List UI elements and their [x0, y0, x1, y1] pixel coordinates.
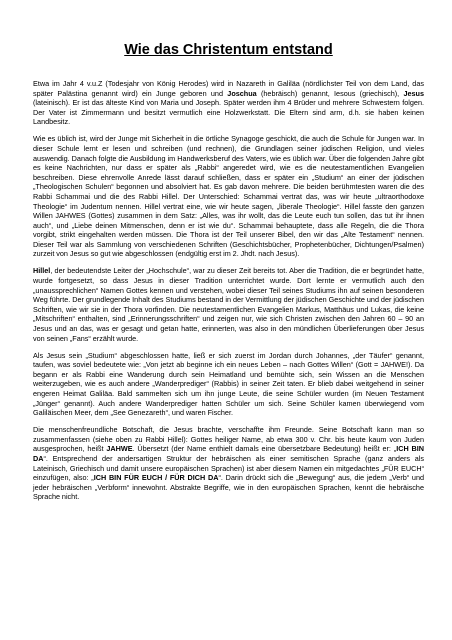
paragraph-5 [33, 425, 424, 502]
bold-term: JAHWE [106, 444, 133, 454]
bold-term: Hillel [33, 266, 51, 276]
text-run: (lateinisch). Er ist das älteste Kind von Maria und Joseph. Später werden ihm 4 Brüder und mehrere Schwestern folgen. Der Vater ist Zimmermann und besitzt vermutlich eine Holzwerkstatt. Die Eltern sind arm, d.h. sie haben keinen Landbesitz. [33, 98, 424, 127]
text-run: Als Jesus sein „Studium“ abgeschlossen hatte, ließ er sich zuerst im Jordan durch Johannes, „der Täufer“ genannt, taufen, was soviel bedeutete wie: „Von jetzt ab beginne ich ein neues Leben – nach Gottes Willen“ (Gott = JAHWE!). Da begann er als Rabbi eine Wanderung durch sein Heimatland und bemühte sich, sein Wissen an die Menschen weiterzugeben, wie es auch andere „Wanderprediger“ (Rabbis) in seiner Zeit taten. Er blieb dabei weitgehend in seiner engeren Heimat Galiläa. Bald sammelten sich um ihn junge Leute, die seine Schüler wurden (im Neuen Testament „Jünger“ genannt). Auch andere Wanderprediger hatten Schüler um sich. Seine Schüler kamen überwiegend vom Galiläischen Meer, dem „See Genezareth“, und waren Fischer. [33, 350, 424, 418]
paragraph-4 [33, 351, 424, 418]
text-run: Wie es üblich ist, wird der Junge mit Sicherheit in die örtliche Synagoge geschickt, die auch die Schule für Jungen war. In dieser Schule lernt er lesen und schreiben (und rechnen), die Grundlagen seiner jüdischen Religion, und vieles auswendig. Danach folgte die Ausbildung im Handwerksberuf des Vaters, wie es üblich war. Über die folgenden Jahre gibt es keine Nachrichten, nur dass er später als „Rabbi“ angeredet wird, wie es die neutestamentlichen Evangelien beschreiben. Diese ehrenvolle Anrede lässt darauf schließen, dass er später ein „Studium“ an einer der jüdischen „Theologischen Schulen“ begonnen und absolviert hat. Es gab davon mehrere. Die beiden berühmtesten waren die des Rabbi Schammai und die des Rabbi Hillel. Der Unterschied: Schammai vertrat das, was wir heute „ultraorthodoxe Theologie“ im Judentum nennen. Hillel vertrat eine, wie wir heute sagen, „liberale Theologie“. Hillel fasste den ganzen Willen JAHWES (Gottes) zusammen in dem Satz: „Alles, was ihr wollt, das die Leute euch tun sollen, das tut ihr ihnen auch“, und „Liebe deinen Mitmenschen, denn er ist wie du“. Schammai behauptete, dass alle Regeln, die die Thora vorgibt, strikt eingehalten werden müssen. Die Thora ist der Teil unserer Bibel, den wir das „Alte Testament“ nennen. Dieser Teil war als Sammlung von verschiedenen Schriften (Geschichtsbücher, Prophetenbücher, Dichtungen/Psalmen) zurzeit von Jesus so gut wie abgeschlossen (endgültig erst im 2. Jhdt. nach Jesus). [33, 134, 424, 259]
paragraph-1 [33, 79, 424, 127]
text-run: , der bedeutendste Leiter der „Hochschule“, war zu dieser Zeit bereits tot. Aber die Tradition, die er begründet hatte, wurde fortgesetzt, so dass Jesus in dieser Tradition unterrichtet wurde. Dort lernte er vermutlich auch den „unaussprechlichen“ Namen Gottes kennen und verstehen, wobei dieser Teil seines Studiums ihn auf seinen besonderen Weg führte. Der grundlegende Inhalt des Studiums bestand in der Vermittlung der jüdischen Geschichte und der jüdischen Schriften, wie wir sie in der Thora vorfinden. Die neutestamentlichen Evangelien Markus, Matthäus und Lukas, die keine „Mitschriften“ enthalten, sind „Erinnerungsschriften“ und zeigen nur, wie sich Christen zwischen den Jahren 60 – 90 an Jesus und an das, was er gesagt und getan hatte, erinnerten, was also in den mündlichen Überlieferungen über Jesus von seinen „Fans“ erzählt wurde. [33, 266, 424, 343]
paragraph-2 [33, 134, 424, 259]
text-run: “. Darin drückt sich die „Bewegung“ aus, die jedem „Verb“ und jeder hebräischen „Verbform“ innewohnt. Abstrakte Begriffe, wie in den europäischen Sprachen, kennt die hebräische Sprache nicht. [33, 473, 425, 502]
bold-term: ICH BIN FÜR EUCH / FÜR DICH DA [93, 473, 219, 483]
text-run: . Übersetzt (der Name enthielt damals eine übersetzbare Bedeutung) heißt er: „ [132, 444, 397, 454]
bold-term: Joschua [227, 88, 257, 98]
text-run: “. Entsprechend der andersartigen Struktur der hebräischen als einer semitischen Sprache (ganz anders als Lateinisch, Griechisch und damit unsere europäischen Sprachen) ist aber diesem Namen ein mitgedachtes „FÜR EUCH“ einzufügen, also: „ [33, 453, 424, 483]
bold-term: Jesus [403, 88, 424, 98]
text-run: Etwa im Jahr 4 v.u.Z (Todesjahr von König Herodes) wird in Nazareth in Galiläa (nördlichster Teil von dem Land, das später Palästina genannt wird) ein Junge geboren und [33, 79, 424, 98]
page-title: Wie das Christentum entstand [124, 42, 333, 58]
text-run: (hebräisch) genannt, Iesous (griechisch), [256, 88, 404, 98]
bold-term: ICH BIN DA [33, 444, 425, 463]
body-text [33, 79, 424, 502]
text-run: Die menschenfreundliche Botschaft, die Jesus brachte, verschaffte ihm Freunde. Seine Botschaft kann man so zusammenfassen (siehe oben zu Rabbi Hillel): Gottes heiliger Name, ab etwa 300 v. Chr. bis heute kaum von Juden ausgesprochen, heißt [33, 425, 424, 454]
paragraph-3 [33, 266, 424, 343]
